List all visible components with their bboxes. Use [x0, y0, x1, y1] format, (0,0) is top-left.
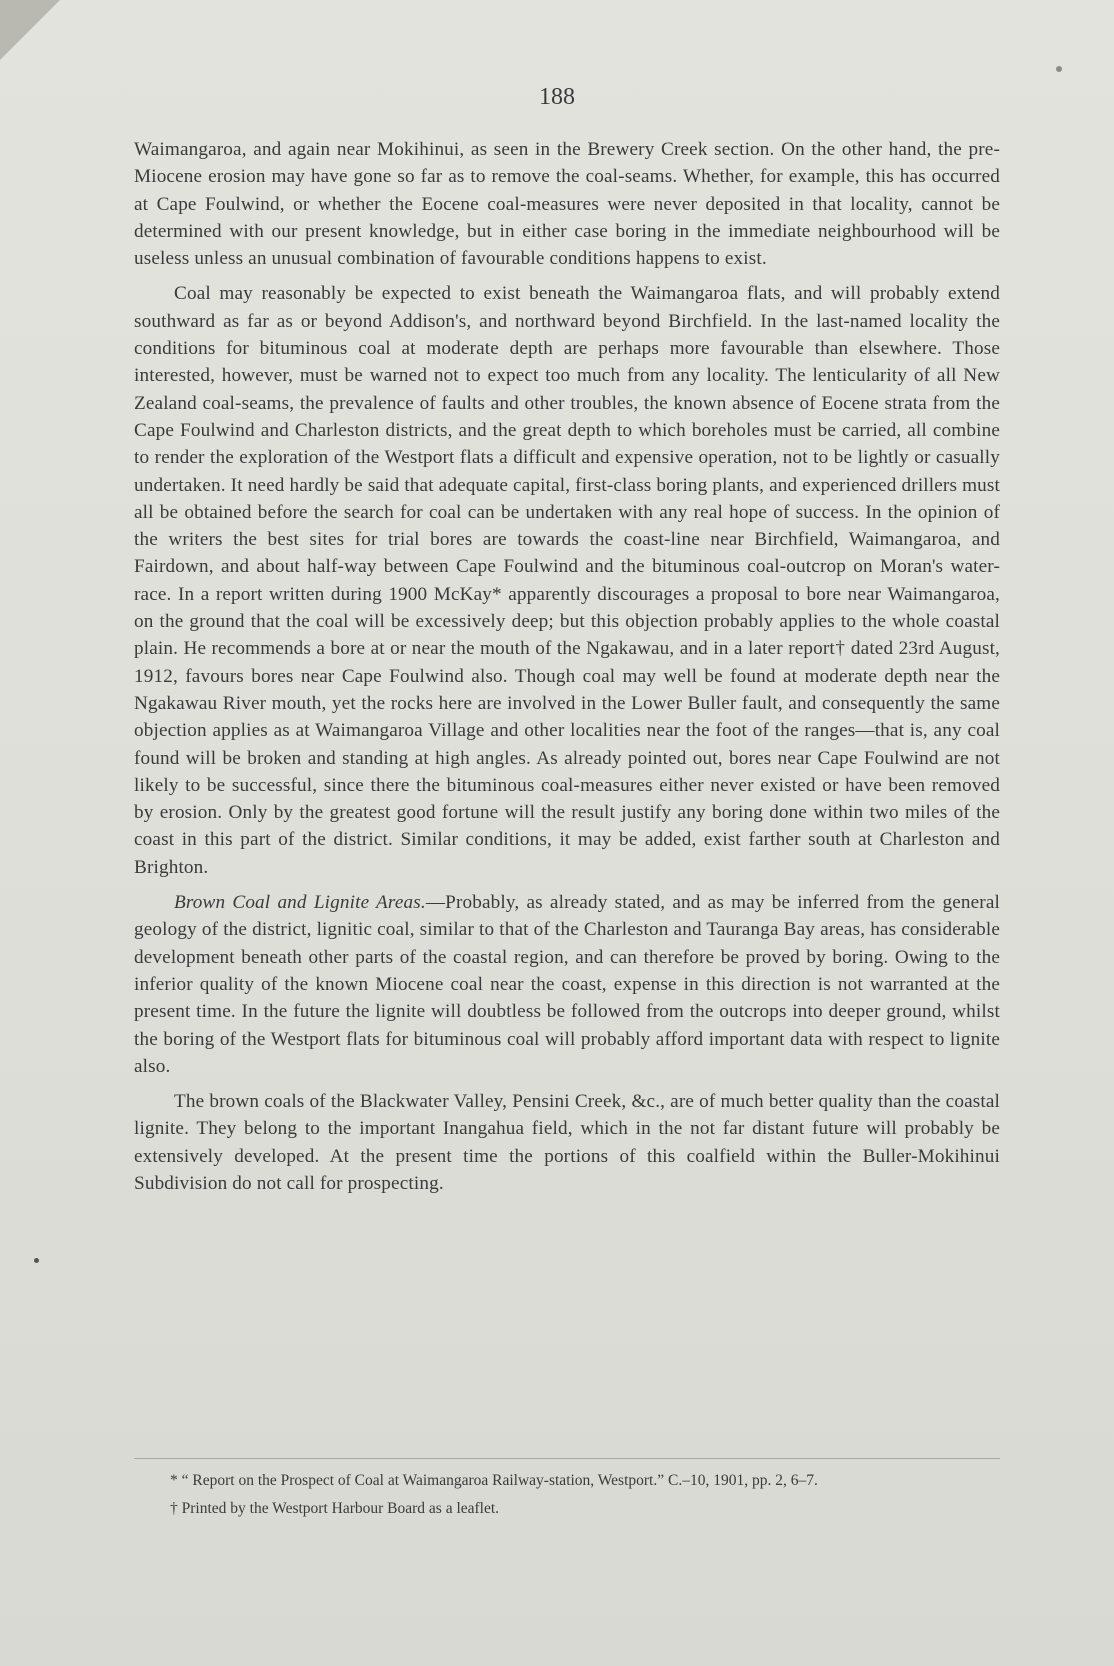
page-corner-fold — [0, 0, 60, 60]
paragraph: Waimangaroa, and again near Mokihinui, as seen in the Brewery Creek section. On the other hand, the pre-Miocene erosion may have gone so far as to remove the coal-seams. Whether, for example, this has occurred at Cape Foulwind, or whether the Eocene coal-measures were never deposited in that locality, cannot be determined with our present knowledge, but in either case boring in the immediate neighbourhood will be useless unless an unusual combination of favourable conditions happens to exist. — [134, 139, 1000, 270]
footnotes — [134, 1470, 1000, 1526]
paper-speck — [1056, 66, 1062, 72]
section-body: —Probably, as already stated, and as may be inferred from the general geology of the district, lignitic coal, similar to that of the Charleston and Tauranga Bay areas, has considerable development beneath other parts of the coastal region, and can therefore be proved by boring. Owing to the inferior quality of the known Miocene coal near the coast, expense in this direction is not warranted at the present time. In the future the lignite will doubtless be followed from the outcrops into deeper ground, whilst the boring of the Westport flats for bituminous coal will probably afford important data with respect to lignite also. — [134, 892, 1000, 1077]
page-number: 188 — [539, 84, 575, 110]
section-heading: Brown Coal and Lignite Areas. — [174, 892, 426, 914]
footnote: † Printed by the Westport Harbour Board as a leaflet. — [170, 1500, 500, 1517]
lignite-paragraph — [134, 889, 1000, 1080]
footnote-divider — [134, 1458, 1000, 1459]
body-text — [134, 136, 1000, 1205]
footnote: * “ Report on the Prospect of Coal at Waimangaroa Railway-station, Westport.” C.–10, 1901, pp. 2, 6–7. — [170, 1472, 818, 1489]
paragraph: Coal may reasonably be expected to exist beneath the Waimangaroa flats, and will probably extend southward as far as or beyond Addison's, and northward beyond Birchfield. In the last-named locality the conditions for bituminous coal at moderate depth are perhaps more favourable than elsewhere. Those interested, however, must be warned not to expect too much from any locality. The lenticularity of all New Zealand coal-seams, the prevalence of faults and other troubles, the known absence of Eocene strata from the Cape Foulwind and Charleston districts, and the great depth to which boreholes must be carried, all combine to render the exploration of the Westport flats a difficult and expensive operation, not to be lightly or casually undertaken. It need hardly be said that adequate capital, first-class boring plants, and experienced drillers must all be obtained before the search for coal can be undertaken with any real hope of success. In the opinion of the writers the best sites for trial bores are towards the coast-line near Birchfield, Waimangaroa, and Fairdown, and about half-way between Cape Foulwind and the bituminous coal-outcrop on Moran's water-race. In a report written during 1900 McKay* apparently discourages a proposal to bore near Waimangaroa, on the ground that the coal will be excessively deep; but this objection probably applies to the whole coastal plain. He recommends a bore at or near the mouth of the Ngakawau, and in a later report† dated 23rd August, 1912, favours bores near Cape Foulwind also. Though coal may well be found at moderate depth near the Ngakawau River mouth, yet the rocks here are involved in the Lower Buller fault, and consequently the same objection applies as at Waimangaroa Village and other localities near the foot of the ranges—that is, any coal found will be broken and standing at high angles. As already pointed out, bores near Cape Foulwind are not likely to be successful, since there the bituminous coal-measures either never existed or have been removed by erosion. Only by the greatest good fortune will the result justify any boring done within two miles of the coast in this part of the district. Similar conditions, it may be added, exist farther south at Charleston and Brighton. — [134, 283, 1000, 878]
paragraph: The brown coals of the Blackwater Valley, Pensini Creek, &c., are of much better quality than the coastal lignite. They belong to the important Inangahua field, which in the not far distant future will probably be extensively developed. At the present time the portions of this coalfield within the Buller-Mokihinui Subdivision do not call for prospecting. — [134, 1091, 1000, 1194]
paper-speck — [34, 1258, 39, 1263]
